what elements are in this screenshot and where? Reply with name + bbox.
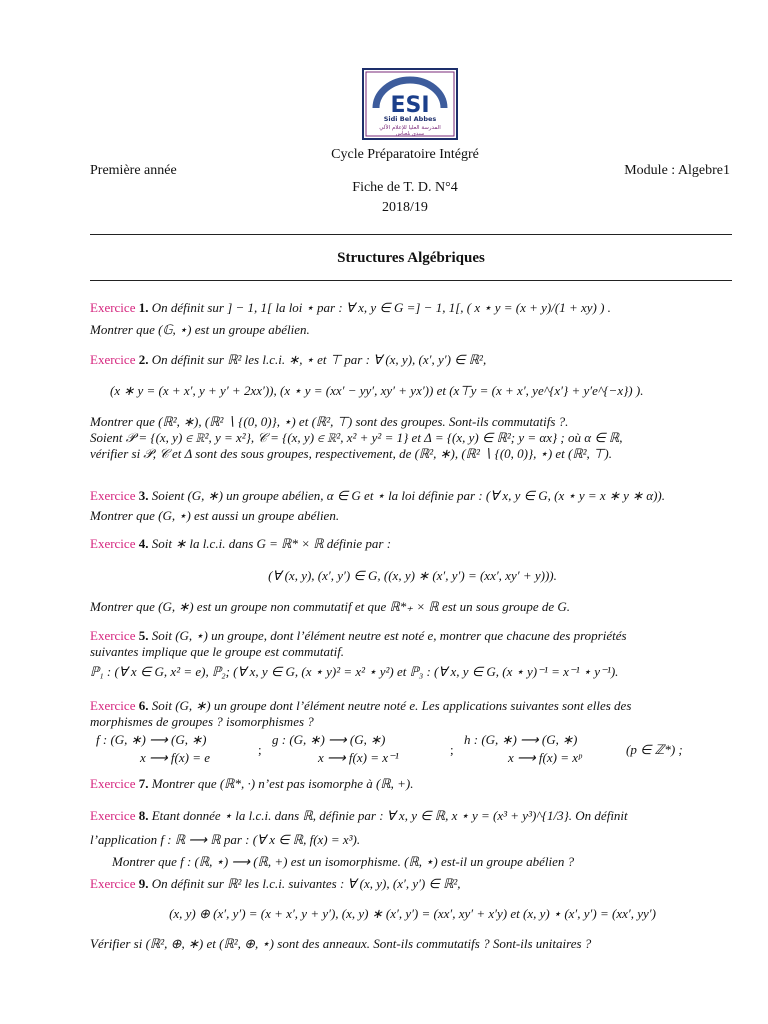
svg-text:ESI: ESI <box>390 93 430 118</box>
page-title: Structures Algébriques <box>337 250 485 266</box>
exercise-8: Exercice 8. Etant donnée ⋆ la l.c.i. dans ℝ, définie par : ∀ x, y ∈ ℝ, x ⋆ y = (x³ + y³)^{1/3}. On définit l’application f : ℝ ⟶ ℝ par : (∀ x ∈ ℝ, f(x) = x³). Montrer que f : (ℝ, ⋆) ⟶ (ℝ, +) est un isomorphisme. (ℝ, ⋆) est-il un groupe abélien ? <box>90 808 628 869</box>
header-rule <box>90 234 732 235</box>
header-center-2: Fiche de T. D. N°4 <box>352 180 458 195</box>
header-center-1: Cycle Préparatoire Intégré <box>331 147 479 162</box>
exercise-5: Exercice 5. Soit (G, ⋆) un groupe, dont l’élément neutre est noté e, montrer que chacune des propriétés suivantes implique que le groupe est commutatif. ℙ₁ : (∀ x ∈ G, x² = e), ℙ₂; (∀ x, y ∈ G, (x ⋆ y)² = x² ⋆ y²) et ℙ₃ : (∀ x, y ∈ G, (x ⋆ y)⁻¹ = x⁻¹ ⋆ y⁻¹). <box>90 628 627 679</box>
map-g-line1: g : (G, ∗) ⟶ (G, ∗) <box>272 732 386 747</box>
exercise-1: Exercice 1. On définit sur ] − 1, 1[ la loi ⋆ par : ∀ x, y ∈ G =] − 1, 1[, ( x ⋆ y = (x + y)/(1 + xy) ) . Montrer que (𝔾, ⋆) est un groupe abélien. <box>90 300 611 337</box>
svg-text:المدرسة العليا للإعلام الآلي: المدرسة العليا للإعلام الآلي <box>379 125 441 131</box>
exercise-7: Exercice 7. Montrer que (ℝ*, ·) n’est pas isomorphe à (ℝ, +). <box>90 776 414 791</box>
map-f-line2: x ⟶ f(x) = e <box>140 750 210 765</box>
esi-logo-graphic <box>362 68 458 140</box>
exercise-2: Exercice 2. On définit sur ℝ² les l.c.i. ∗, ⋆ et ⊤ par : ∀ (x, y), (x′, y′) ∈ ℝ², (x ∗ y = (x + x′, y + y′ + 2xx′)), (x ⋆ y = (xx′ − yy′, xy′ + yx′)) et (x⊤y = (x + x′, ye^{x′} + y′e^{−x}) ). Montrer que (ℝ², ∗), (ℝ² ∖ {(0, 0)}, ⋆) et (ℝ², ⊤) sont des groupes. Sont-ils commutatifs ?. Soient 𝒫 = {(x, y) ∈ ℝ², y = x²}, 𝒞 = {(x, y) ∈ ℝ², x² + y² = 1} et Δ = {(x, y) ∈ ℝ²; y = αx} ; où α ∈ ℝ, vérifier si 𝒫, 𝒞 et Δ sont des sous groupes, respectivement, de (ℝ², ∗), (ℝ² ∖ {(0, 0)}, ⋆) et (ℝ², ⊤). <box>90 352 644 461</box>
exercise-4: Exercice 4. Soit ∗ la l.c.i. dans G = ℝ* × ℝ définie par : (∀ (x, y), (x′, y′) ∈ G, ((x, y) ∗ (x′, y′) = (xx′, xy′ + y))). Montrer que (G, ∗) est un groupe non commutatif et que ℝ*₊ × ℝ est un sous groupe de G. <box>90 536 571 614</box>
header-center-3: 2018/19 <box>382 200 428 215</box>
svg-text:سيدي بلعباس: سيدي بلعباس <box>395 131 425 137</box>
svg-text:Sidi Bel Abbes: Sidi Bel Abbes <box>383 115 437 123</box>
map-f-line1: f : (G, ∗) ⟶ (G, ∗) <box>96 732 207 747</box>
exercise-9: Exercice 9. On définit sur ℝ² les l.c.i. suivantes : ∀ (x, y), (x′, y′) ∈ ℝ², (x, y) ⊕ (x′, y′) = (x + x′, y + y′), (x, y) ∗ (x′, y′) = (xx′, xy′ + x′y) et (x, y) ⋆ (x′, y′) = (xx′, yy′) Vérifier si (ℝ², ⊕, ∗) et (ℝ², ⊕, ⋆) sont des anneaux. Sont-ils commutatifs ? Sont-ils unitaires ? <box>90 876 656 951</box>
header-right: Module : Algebre1 <box>624 163 730 178</box>
map-h-line1: h : (G, ∗) ⟶ (G, ∗) <box>464 732 578 747</box>
esi-logo <box>362 68 458 140</box>
map-h-domain: (p ∈ ℤ*) ; <box>626 742 683 757</box>
header-left: Première année <box>90 163 177 178</box>
map-g-line2: x ⟶ f(x) = x⁻¹ <box>318 750 399 765</box>
exercise-3: Exercice 3. Soient (G, ∗) un groupe abélien, α ∈ G et ⋆ la loi définie par : (∀ x, y ∈ G, (x ⋆ y = x ∗ y ∗ α)). Montrer que (G, ⋆) est aussi un groupe abélien. <box>90 488 665 523</box>
sep-2: ; <box>450 742 454 757</box>
exercise-6: Exercice 6. Soit (G, ∗) un groupe dont l’élément neutre noté e. Les applications suivantes sont elles des morphismes de groupes ? isomorphismes ? <box>90 698 632 729</box>
map-h-line2: x ⟶ f(x) = xᵖ <box>508 750 582 765</box>
title-rule <box>90 280 732 281</box>
sep-1: ; <box>258 742 262 757</box>
